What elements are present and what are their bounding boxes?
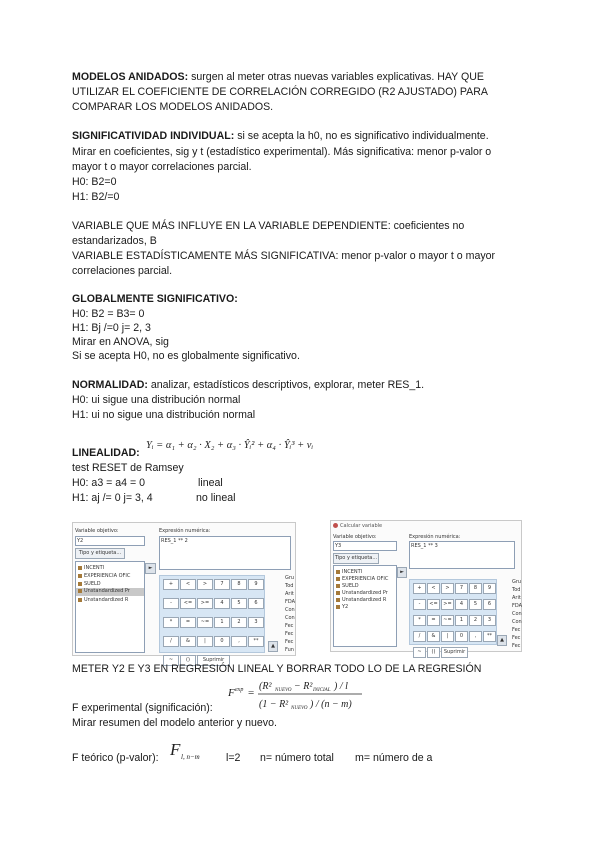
keypad-key[interactable]: () [180, 655, 196, 666]
svg-text:NUEVO: NUEVO [275, 688, 292, 693]
keypad-key[interactable]: ** [483, 631, 496, 642]
variable-item-label: Y2 [342, 604, 349, 610]
keypad-key[interactable]: * [413, 615, 426, 626]
keypad-key[interactable]: 6 [248, 598, 264, 609]
global-heading-text: GLOBALMENTE SIGNIFICATIVO: [72, 293, 238, 305]
keypad-key[interactable]: 1 [455, 615, 468, 626]
function-group-label[interactable]: Gru [285, 575, 295, 581]
keypad-key[interactable]: - [413, 599, 426, 610]
f-exp-formula-graphic [228, 677, 378, 713]
keypad-key[interactable]: ~ [413, 647, 426, 658]
keypad-key[interactable]: 9 [248, 579, 264, 590]
keypad-key[interactable]: = [180, 617, 196, 628]
keypad-key[interactable]: = [427, 615, 440, 626]
variable-item-label: EXPERIENCIA OFIC [84, 573, 131, 579]
scale-icon [78, 582, 82, 586]
keypad-key[interactable]: > [441, 583, 454, 594]
linealidad-h1-note: no lineal [196, 492, 236, 504]
function-group-label[interactable]: Con [285, 607, 295, 613]
keypad-key[interactable]: | [441, 631, 454, 642]
scale-icon [336, 584, 340, 588]
modelos-text: surgen al meter otras nuevas variables explicativas. HAY QUE [188, 71, 484, 83]
function-arrow-button[interactable]: ▲ [268, 641, 278, 652]
keypad-key[interactable]: 8 [469, 583, 482, 594]
keypad-key[interactable]: 2 [231, 617, 247, 628]
variable-item-label: INCENTI [84, 565, 105, 571]
function-group-label[interactable]: Con [285, 615, 295, 621]
keypad-key[interactable]: * [163, 617, 179, 628]
keypad-key[interactable]: 8 [231, 579, 247, 590]
keypad-key[interactable]: 5 [231, 598, 247, 609]
screenshot-compute-y3 [330, 520, 523, 655]
function-group-label[interactable]: Fec [512, 627, 521, 633]
individual-line-3: mayor t o mayor correlaciones parcial. [72, 161, 252, 173]
keypad-key[interactable]: 3 [483, 615, 496, 626]
keypad-key[interactable]: 7 [455, 583, 468, 594]
variable-item[interactable] [336, 583, 359, 589]
keypad-key[interactable]: 4 [214, 598, 230, 609]
scale-icon [78, 574, 82, 578]
variable-item[interactable] [336, 576, 388, 582]
modelos-heading: MODELOS ANIDADOS: [72, 71, 189, 83]
variable-item-label: INCENTI [342, 569, 363, 575]
function-group-label[interactable]: FDA [512, 603, 523, 609]
variable-item[interactable] [336, 604, 348, 610]
variable-item[interactable] [78, 565, 104, 571]
regresion-line-1: METER Y2 E Y3 EN REGRESIÓN LINEAL Y BORRAR TODO LO DE LA REGRESIÓN [72, 663, 482, 675]
linealidad-test: test RESET de Ramsey [72, 462, 184, 474]
window-title [333, 523, 382, 529]
function-group-label[interactable]: Con [512, 619, 522, 625]
target-input[interactable] [75, 536, 145, 546]
variable-item[interactable] [78, 597, 128, 603]
scale-icon [336, 598, 340, 602]
keypad-key[interactable]: ** [248, 636, 264, 647]
keypad-key[interactable]: 0 [214, 636, 230, 647]
linealidad-h1: H1: aj /= 0 j= 3, 4 [72, 492, 153, 504]
svg-text:− R²: − R² [294, 681, 313, 692]
function-group-label[interactable]: Tod [512, 587, 521, 593]
keypad-key[interactable]: > [197, 579, 213, 590]
keypad [409, 579, 497, 655]
variable-item[interactable] [336, 597, 386, 603]
window-title-text: Calcular variable [340, 523, 383, 529]
scale-icon [78, 598, 82, 602]
variable-item-label: Unstandardized R [342, 597, 387, 603]
scale-icon [78, 589, 82, 593]
normalidad-text: analizar, estadísticos descriptivos, explorar, meter RES_1. [147, 379, 425, 391]
f-exp-label: F experimental (significación): [72, 702, 213, 714]
f-teo-formula [168, 737, 218, 770]
keypad-key[interactable]: + [163, 579, 179, 590]
expr-label: Expresión numérica: [409, 534, 461, 540]
n-description: n= número total [260, 752, 334, 764]
variable-item-label: Unstandardized R [84, 597, 129, 603]
global-h0: H0: B2 = B3= 0 [72, 308, 145, 320]
keypad-key[interactable]: 9 [483, 583, 496, 594]
keypad-key[interactable]: 6 [483, 599, 496, 610]
keypad-key[interactable]: | [197, 636, 213, 647]
keypad-key[interactable]: - [163, 598, 179, 609]
influye-line-1: VARIABLE QUE MÁS INFLUYE EN LA VARIABLE DEPENDIENTE: coeficientes no [72, 220, 465, 232]
keypad-key[interactable]: 0 [455, 631, 468, 642]
variable-item[interactable] [78, 573, 130, 579]
keypad-key[interactable]: ~= [197, 617, 213, 628]
variable-list[interactable] [75, 561, 145, 653]
f-teo-formula-graphic [168, 737, 218, 765]
svg-text:(1 − R²: (1 − R² [259, 699, 289, 710]
expression-value: RES_1 ** 2 [161, 538, 188, 544]
linealidad-h0-note: lineal [198, 477, 223, 489]
keypad-key[interactable]: ~ [163, 655, 179, 666]
f-teo-label: F teórico (p-valor): [72, 752, 159, 764]
keypad-key[interactable]: 3 [248, 617, 264, 628]
keypad-key[interactable]: <= [180, 598, 196, 609]
variable-item[interactable] [336, 569, 362, 575]
variable-item-label: SUELD [342, 583, 359, 589]
individual-line-1 [72, 129, 489, 144]
function-group-label[interactable]: Fec [512, 643, 521, 649]
keypad-key[interactable]: ~= [441, 615, 454, 626]
keypad-key[interactable]: & [180, 636, 196, 647]
ramsey-formula: Yᵢ = α₁ + α₂ · X₂ + α₃ · Ŷᵢ² + α₄ · Ŷᵢ³ + vᵢ [146, 440, 314, 451]
expression-input[interactable] [409, 541, 515, 569]
global-h1: H1: Bj /=0 j= 2, 3 [72, 322, 151, 334]
individual-text: si se acepta la h0, no es significativo individualmente. [234, 130, 489, 142]
keypad-key[interactable]: + [413, 583, 426, 594]
keypad-key[interactable]: , [469, 631, 482, 642]
keypad-key[interactable]: , [231, 636, 247, 647]
function-group-label[interactable]: Arit [285, 591, 294, 597]
function-arrow-button[interactable]: ▲ [497, 635, 507, 646]
normalidad-h1: H1: ui no sigue una distribución normal [72, 409, 256, 421]
scale-icon [78, 566, 82, 570]
function-group-label[interactable]: Con [512, 611, 522, 617]
keypad-key[interactable]: & [427, 631, 440, 642]
variable-item-label: Unstandardized Pr [342, 590, 388, 596]
keypad-key[interactable]: >= [197, 598, 213, 609]
scale-icon [336, 605, 340, 609]
keypad [159, 575, 265, 663]
variable-item-label: EXPERIENCIA OFIC [342, 576, 389, 582]
scale-icon [336, 591, 340, 595]
svg-text:F: F [228, 687, 235, 699]
function-group-label[interactable]: Fec [285, 623, 294, 629]
individual-h0: H0: B2=0 [72, 176, 117, 188]
function-group-label[interactable]: Arit [512, 595, 521, 601]
move-arrow-button[interactable]: ► [145, 563, 156, 574]
target-value: Y3 [335, 543, 342, 549]
scale-icon [336, 570, 340, 574]
screenshot-compute-y2 [72, 522, 296, 663]
m-description: m= número de a [355, 752, 433, 764]
svg-text:) / l: ) / l [334, 681, 348, 692]
variable-item-label: SUELD [84, 581, 101, 587]
function-group-label[interactable]: FDA [285, 599, 296, 605]
variable-list[interactable] [333, 565, 397, 647]
global-line-3: Mirar en ANOVA, sig [72, 336, 169, 348]
keypad-key[interactable]: >= [441, 599, 454, 610]
keypad-key[interactable]: < [427, 583, 440, 594]
variable-item[interactable] [78, 581, 101, 587]
function-group-label[interactable]: Fec [285, 631, 294, 637]
individual-heading: SIGNIFICATIVIDAD INDIVIDUAL: [72, 130, 235, 142]
normalidad-h0: H0: ui sigue una distribución normal [72, 394, 241, 406]
target-label: Variable objetivo: [75, 528, 119, 534]
modelos-line-2: UTILIZAR EL COEFICIENTE DE CORRELACIÓN CORREGIDO (R2 AJUSTADO) PARA [72, 86, 488, 98]
scale-icon [336, 577, 340, 581]
influye-line-2: estandarizados, B [72, 235, 157, 247]
individual-line-2: Mirar en coeficientes, sig y t (estadístico experimental). Más significativa: menor p-valor o [72, 146, 492, 158]
normalidad-line-1 [72, 378, 424, 393]
svg-text:l, n−m: l, n−m [181, 753, 200, 761]
l-value: l=2 [226, 752, 241, 764]
keypad-key[interactable]: () [427, 647, 440, 658]
function-group-label[interactable]: Gru [512, 579, 522, 585]
target-value: Y2 [77, 538, 84, 544]
function-group-label[interactable]: Tod [285, 583, 294, 589]
expression-input[interactable] [159, 536, 291, 570]
keypad-key[interactable]: < [180, 579, 196, 590]
keypad-key[interactable]: Suprimir [441, 647, 468, 658]
keypad-key[interactable]: 4 [455, 599, 468, 610]
svg-text:NUEVO: NUEVO [291, 706, 308, 711]
svg-text:INICIAL: INICIAL [313, 688, 331, 693]
target-label: Variable objetivo: [333, 534, 377, 540]
keypad-key[interactable]: <= [427, 599, 440, 610]
individual-h1: H1: B2/=0 [72, 191, 120, 203]
influye-line-4: correlaciones parcial. [72, 265, 173, 277]
svg-text:(R²: (R² [259, 681, 272, 692]
linealidad-heading [72, 446, 140, 461]
function-group-label[interactable]: Fec [285, 639, 294, 645]
expression-value: RES_1 ** 3 [411, 543, 438, 549]
svg-text:=: = [248, 687, 255, 699]
f-exp-formula [228, 677, 378, 718]
keypad-key[interactable]: 7 [214, 579, 230, 590]
function-group-label[interactable]: Fun [285, 647, 294, 653]
linealidad-h0: H0: a3 = a4 = 0 [72, 477, 146, 489]
keypad-key[interactable]: 2 [469, 615, 482, 626]
normalidad-heading: NORMALIDAD: [72, 379, 148, 391]
app-icon [333, 523, 338, 528]
keypad-key[interactable]: Suprimir [197, 655, 230, 666]
type-label-button[interactable]: Tipo y etiqueta... [333, 553, 379, 564]
target-input[interactable] [333, 541, 397, 551]
svg-text:) / (n − m): ) / (n − m) [310, 699, 352, 710]
variable-item-selected[interactable] [76, 588, 144, 596]
variable-item[interactable] [336, 590, 388, 596]
linealidad-heading-text: LINEALIDAD: [72, 447, 140, 459]
function-group-label[interactable]: Fec [512, 635, 521, 641]
variable-item-label: Unstandardized Pr [84, 588, 130, 594]
regresion-resumen: Mirar resumen del modelo anterior y nuevo. [72, 717, 277, 729]
global-heading [72, 292, 238, 307]
keypad-key[interactable]: / [163, 636, 179, 647]
type-label-button[interactable]: Tipo y etiqueta... [75, 548, 125, 559]
svg-text:exp: exp [235, 687, 244, 693]
svg-text:F: F [170, 740, 181, 759]
move-arrow-button[interactable]: ► [397, 567, 407, 578]
modelos-line-1 [72, 70, 484, 85]
keypad-key[interactable]: 5 [469, 599, 482, 610]
influye-line-3: VARIABLE ESTADÍSTICAMENTE MÁS SIGNIFICATIVA: menor p-valor o mayor t o mayor [72, 250, 496, 262]
modelos-line-3: COMPARAR LOS MODELOS ANIDADOS. [72, 101, 274, 113]
expr-label: Expresión numérica: [159, 528, 211, 534]
keypad-key[interactable]: / [413, 631, 426, 642]
keypad-key[interactable]: 1 [214, 617, 230, 628]
global-line-4: Si se acepta H0, no es globalmente significativo. [72, 350, 300, 362]
